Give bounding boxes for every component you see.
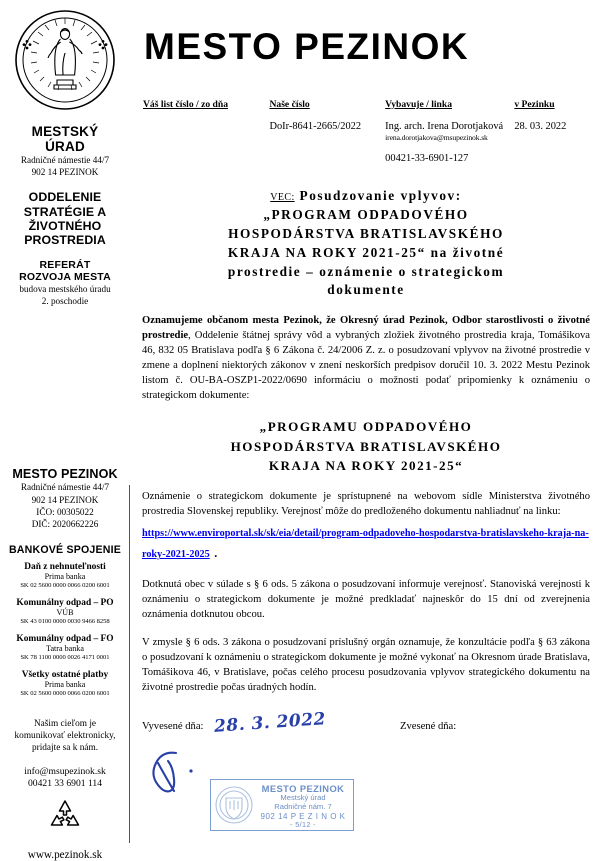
- stamp-line-4: 902 14 P E Z I N O K: [260, 812, 346, 822]
- recycle-icon: [0, 798, 130, 837]
- section-note-line-2: 2. poschodie: [41, 296, 89, 307]
- bank-purpose: Komunálny odpad – FO: [16, 633, 114, 644]
- posted-date-handwritten: 28. 3. 2022: [213, 709, 327, 737]
- letterhead-col3-value: [384, 112, 513, 165]
- paragraph-4: V zmysle § 6 ods. 3 zákona o posudzovaní príslušný orgán oznamuje, že konzultácie podľa § 63 zákona o posudzovaní k oznámeniu o strategickom dokumente je možné vykonať na Okresnom úrade Bratislava, Tomášikova 46, v Bratislave, počas celého procesu posudzovania vplyvov strategického dokumentu na životné prostredie počas úradných hodín.: [142, 636, 590, 693]
- org-name: MESTO PEZINOK: [12, 467, 118, 482]
- bank-iban: SK 02 5600 0000 0066 0200 6001: [20, 581, 110, 589]
- bank-purpose: Všetky ostatné platby: [21, 669, 109, 680]
- department-line-3: ŽIVOTNÉHO: [28, 218, 102, 233]
- letterhead-col2-header: Naše číslo: [269, 99, 310, 110]
- stamp-line-3: Radničné nám. 7: [274, 802, 332, 812]
- bank-account: [0, 598, 130, 626]
- handler-phone: 00421-33-6901-127: [385, 153, 469, 164]
- section-line-2: ROZVOJA MESTA: [19, 271, 111, 284]
- paragraph-1-rest: , Oddelenie štátnej správy vôd a vybraných zložiek životného prostredia kraja, Tomášikova 46, 832 05 Bratislava podľa § 6 Zákona č. 24/2006 Z. z. o posudzovaní vplyvov na životné prostredie v zmene a doplnení niektorých zákonov v znení neskorších predpisov doručil 10. 3. 2022 Mestu Pezinok listom č. OU-BA-OSZP1-2022/0690 informáciu o možnosti podať pripomienky k oznámeniu o strategickom dokumente:: [142, 330, 590, 402]
- posted-date-label: Vyvesené dňa:: [142, 721, 204, 733]
- contact-email[interactable]: info@msupezinok.sk: [24, 765, 106, 777]
- program-title-line-3: KRAJA NA ROKY 2021-25“: [268, 458, 464, 474]
- org-dic: DIČ: 2020662226: [31, 518, 99, 529]
- bank-account: [0, 634, 130, 662]
- bank-heading: BANKOVÉ SPOJENIE: [8, 543, 122, 556]
- org-ico: IČO: 00305022: [36, 506, 94, 517]
- department-line-4: PROSTREDIA: [24, 233, 106, 248]
- motto-block: [0, 718, 130, 754]
- department-line-1: ODDELENIE: [28, 190, 102, 205]
- paragraph-1-bold: Oznamujeme občanom mesta Pezinok, že Okresný úrad Pezinok, Odbor starostlivosti o životné prostredie: [142, 315, 590, 342]
- letterhead-col1-header: Váš list číslo / zo dňa: [143, 99, 229, 110]
- subject-heading: [142, 187, 590, 300]
- letterhead-value-row: [142, 112, 590, 165]
- letterhead-header-row: [142, 98, 590, 112]
- page-title: MESTO PEZINOK: [144, 26, 470, 67]
- program-title: [142, 417, 590, 475]
- subject-line-4: KRAJA NA ROKY 2021-25“ na životné: [227, 244, 505, 260]
- subject-line-6: dokumente: [327, 282, 405, 298]
- stamp-line-5: - 5/12 -: [290, 820, 316, 830]
- bank-institution: Prima banka: [44, 572, 86, 582]
- bank-iban: SK 43 0100 0000 0030 9466 8258: [20, 617, 110, 625]
- official-stamp: [210, 779, 354, 831]
- contact-block: [0, 766, 130, 790]
- stamp-line-1: MESTO PEZINOK: [261, 783, 345, 795]
- stamp-coat-of-arms-icon: [214, 784, 254, 826]
- paragraph-2: Oznámenie o strategickom dokumente je sprístupnené na webovom sídle Ministerstva životného prostredia Slovenskej republiky. Verejnosť môže do predloženého dokumentu nahliadnuť na linku:: [142, 490, 590, 517]
- contact-phone: 00421 33 6901 114: [28, 777, 102, 789]
- program-title-line-1: „PROGRAMU ODPADOVÉHO: [259, 419, 473, 435]
- handler-email: irena.dorotjakova@msupezinok.sk: [385, 133, 488, 142]
- letterhead-table: [142, 98, 590, 165]
- department-line-2: STRATÉGIE A: [23, 204, 107, 219]
- motto-line-2: komunikovať elektronicky,: [14, 730, 116, 741]
- subject-label: VEC:: [270, 192, 295, 203]
- subject-line-2: „PROGRAM ODPADOVÉHO: [263, 206, 469, 222]
- program-title-line-2: HOSPODÁRSTVA BRATISLAVSKÉHO: [230, 438, 502, 454]
- bank-institution: Prima banka: [44, 680, 86, 690]
- paragraph-1: [142, 313, 590, 403]
- letterhead-col2-value: DoIr-8641-2665/2022: [269, 121, 362, 132]
- main-content: [142, 0, 590, 850]
- office-name-line-2: ÚRAD: [45, 139, 85, 155]
- subject-line-1: Posudzovanie vplyvov:: [299, 188, 462, 203]
- link-suffix: .: [209, 544, 218, 562]
- org-address-line-2: 902 14 PEZINOK: [31, 494, 99, 505]
- signature-area: [142, 709, 590, 841]
- motto-line-3: pridajte sa k nám.: [31, 742, 99, 753]
- city-seal-icon: [13, 8, 117, 112]
- bank-institution: Tatra banka: [46, 644, 84, 654]
- bank-iban: SK 78 1100 0000 0026 4171 0001: [20, 653, 110, 661]
- office-name-block: [0, 124, 130, 178]
- bank-purpose: Komunálny odpad – PO: [16, 597, 114, 608]
- section-note-line-1: budova mestského úradu: [19, 284, 111, 295]
- bank-purpose: Daň z nehnuteľnosti: [24, 561, 106, 572]
- office-address-line-1: Radničné námestie 44/7: [20, 155, 110, 166]
- bank-account: [0, 670, 130, 698]
- subject-line-3: HOSPODÁRSTVA BRATISLAVSKÉHO: [228, 225, 504, 241]
- subject-line-5: prostredie – oznámenie o strategickom: [227, 263, 505, 279]
- enviroportal-link[interactable]: https://www.enviroportal.sk/sk/eia/detail/program-odpadoveho-hospodarstva-bratislavskeho-kraja-na-roky-2021-2025: [142, 527, 589, 561]
- removed-date-label: Zvesené dňa:: [400, 721, 457, 733]
- department-block: [0, 190, 130, 247]
- sidebar: [0, 0, 130, 861]
- website-url[interactable]: www.pezinok.sk: [27, 848, 103, 861]
- bank-institution: VÚB: [56, 608, 74, 618]
- bank-iban: SK 02 5600 0000 0066 0200 6001: [20, 689, 110, 697]
- org-address-line-1: Radničné námestie 44/7: [20, 482, 110, 493]
- sidebar-divider: [129, 485, 130, 843]
- section-line-1: REFERÁT: [39, 259, 91, 272]
- org-block: [0, 467, 130, 529]
- handwritten-signature-icon: [146, 745, 208, 812]
- letterhead-col4-value: 28. 03. 2022: [514, 121, 567, 132]
- bank-account: [0, 562, 130, 590]
- section-block: [0, 259, 130, 307]
- stamp-line-2: Mestský úrad: [280, 793, 326, 803]
- link-wrapper: [142, 521, 590, 564]
- handler-name: Ing. arch. Irena Dorotjaková: [385, 121, 504, 132]
- office-address-line-2: 902 14 PEZINOK: [31, 167, 99, 178]
- paragraph-3: Dotknutá obec v súlade s § 6 ods. 5 zákona o posudzovaní informuje verejnosť. Stanoviská verejnosti k oznámeniu o strategickom dokumente je možné predkladať najneskôr do 15 dní od zverejnenia oznámenia dotknutou obcou.: [142, 578, 590, 620]
- letterhead-col3-header: Vybavuje / linka: [385, 99, 452, 110]
- svg-text:MESTO PEZINOK: [19, 111, 87, 112]
- letterhead-col4-header: v Pezinku: [514, 99, 555, 110]
- stamp-text: [255, 783, 351, 830]
- office-name-line-1: MESTSKÝ: [31, 124, 99, 139]
- letterhead-col1-value: [142, 112, 268, 165]
- motto-line-1: Našim cieľom je: [33, 718, 97, 729]
